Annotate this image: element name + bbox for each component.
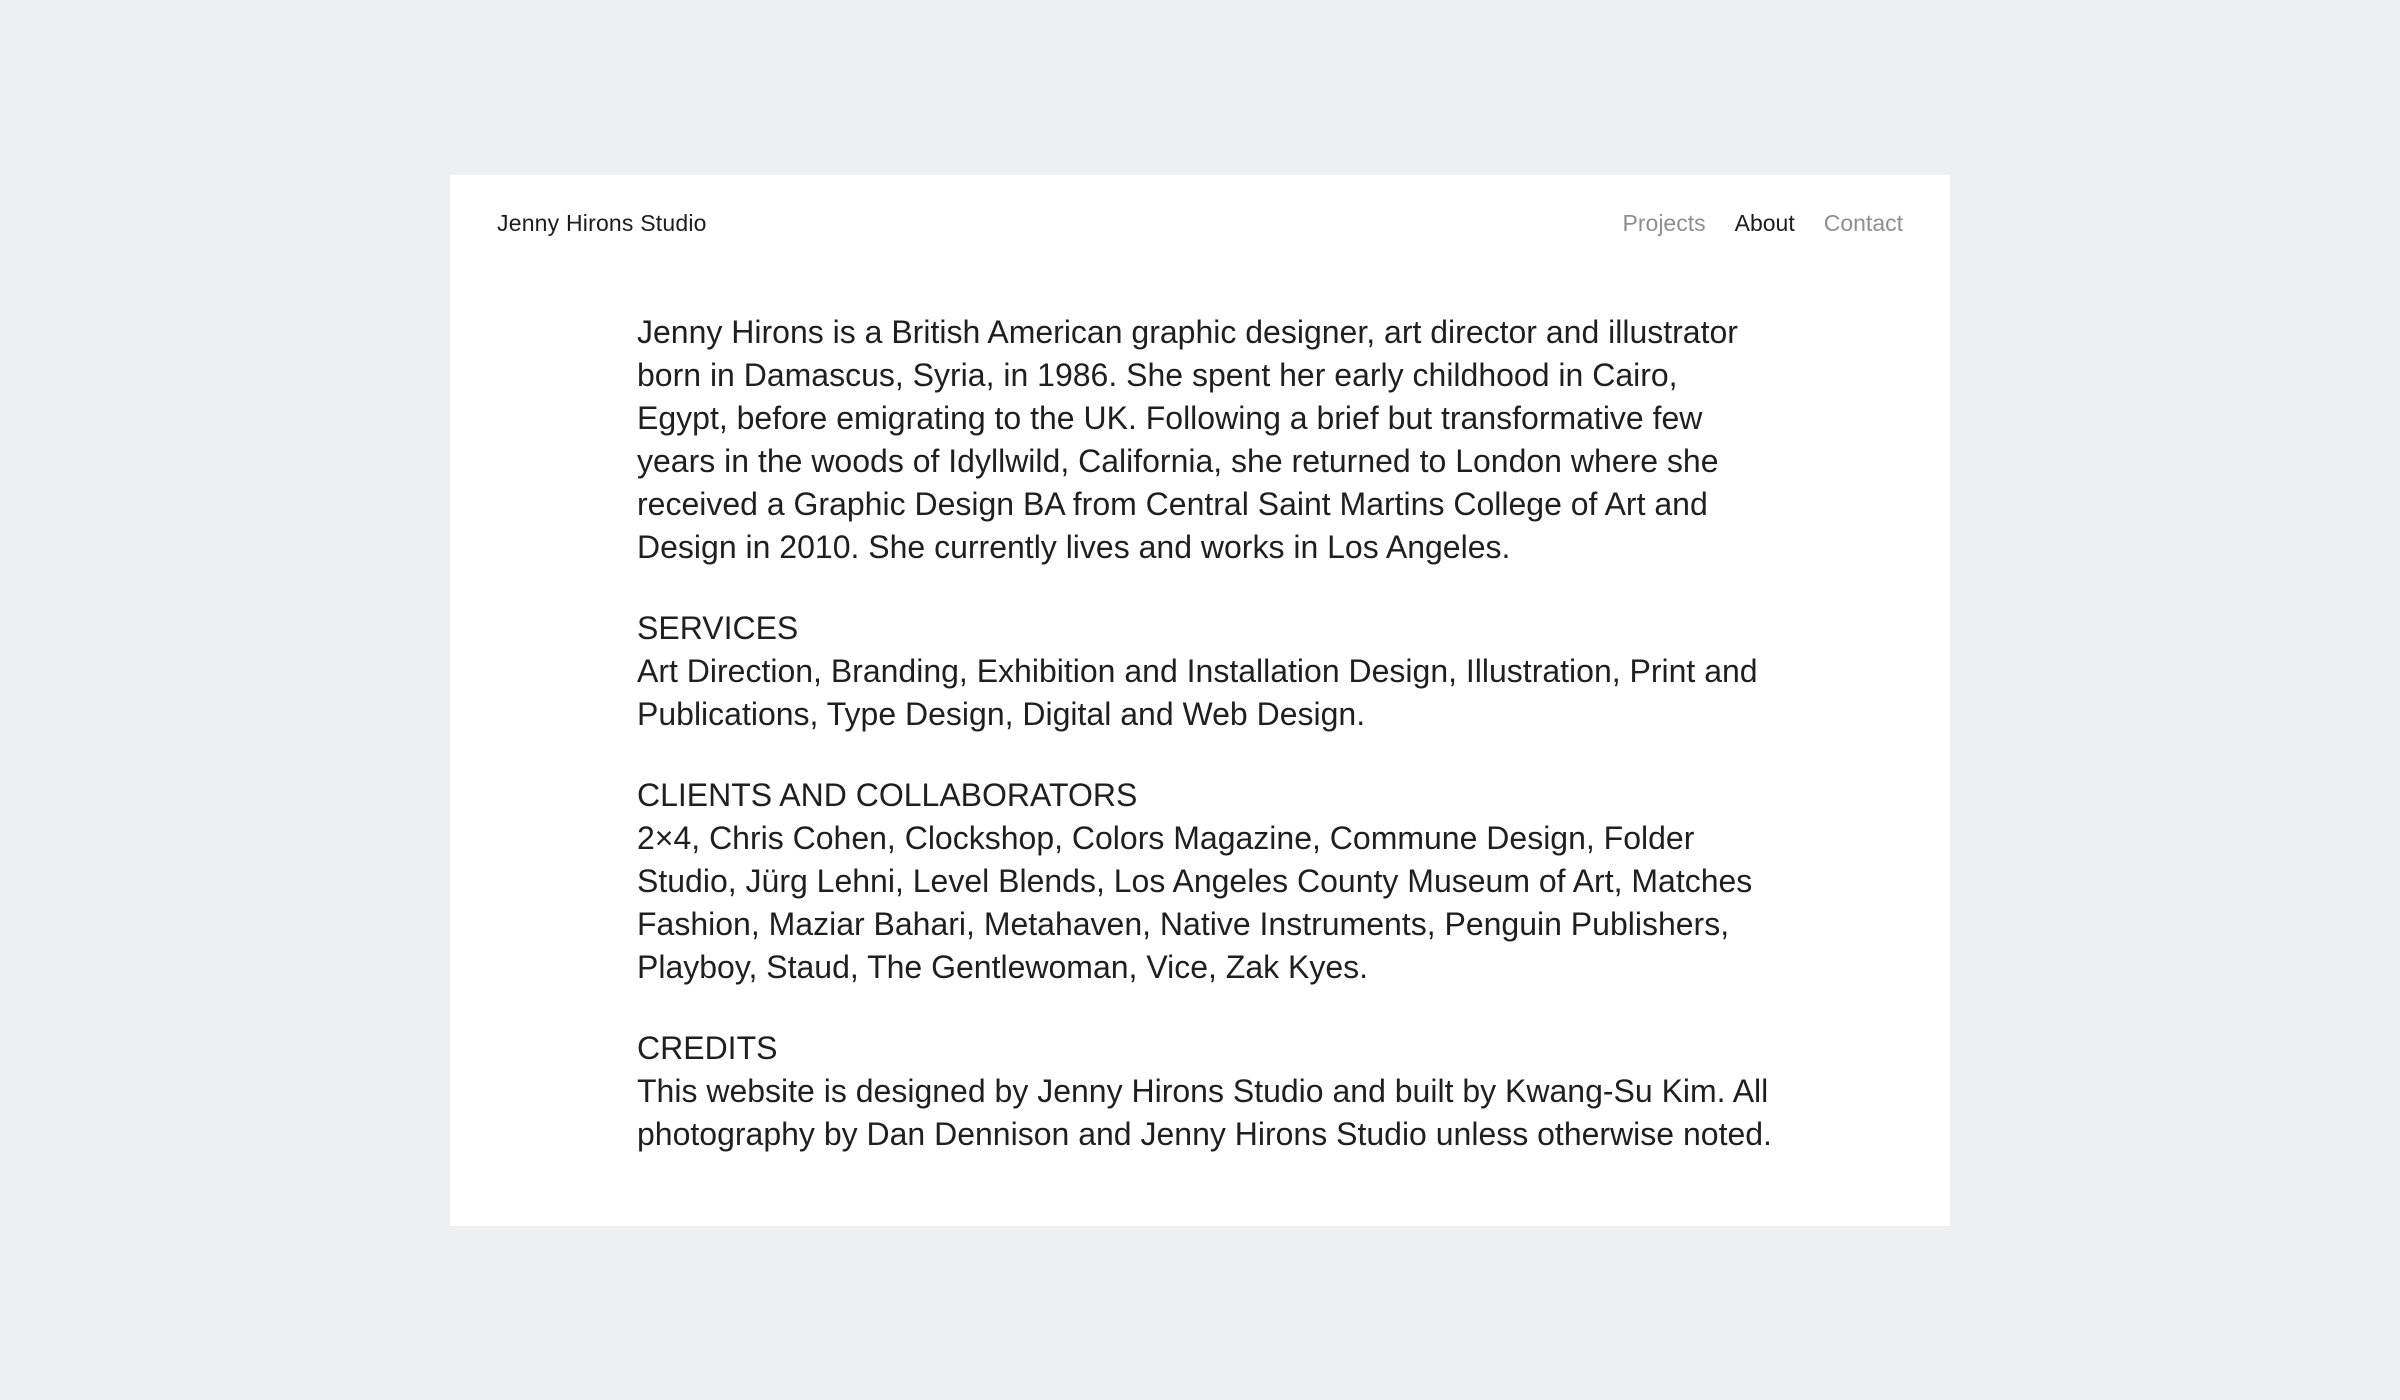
bio-paragraph: Jenny Hirons is a British American graphic designer, art director and illustrator born in Damascus, Syria, in 1986. She spent her early childhood in Cairo, Egypt, before emigrating to the UK. Following a brief but transformative few years in the woods of Idyllwild, California, she returned to London where she received a Graphic Design BA from Central Saint Martins College of Art and Design in 2010. She currently lives and works in Los Angeles. xyxy=(637,314,1738,565)
nav-contact-link[interactable]: Contact xyxy=(1823,209,1903,236)
services-heading: SERVICES xyxy=(637,610,799,646)
clients-section xyxy=(637,774,1777,989)
about-content xyxy=(637,311,1777,1194)
studio-name-link[interactable]: Jenny Hirons Studio xyxy=(497,209,707,236)
site-header xyxy=(497,203,1903,243)
nav-projects-link[interactable]: Projects xyxy=(1622,209,1706,236)
nav-about-link[interactable]: About xyxy=(1734,209,1795,236)
clients-heading: CLIENTS AND COLLABORATORS xyxy=(637,777,1138,813)
browser-page xyxy=(450,175,1950,1226)
services-section xyxy=(637,607,1777,736)
credits-text: This website is designed by Jenny Hirons Studio and built by Kwang-Su Kim. All photography by Dan Dennison and Jenny Hirons Studio unless otherwise noted. xyxy=(637,1073,1772,1152)
clients-text: 2×4, Chris Cohen, Clockshop, Colors Magazine, Commune Design, Folder Studio, Jürg Lehni, Level Blends, Los Angeles County Museum of Art, Matches Fashion, Maziar Bahari, Metahaven, Native Instruments, Penguin Publishers, Playboy, Staud, The Gentlewoman, Vice, Zak Kyes. xyxy=(637,820,1753,985)
credits-heading: CREDITS xyxy=(637,1030,778,1066)
main-nav xyxy=(1623,210,1903,237)
services-text: Art Direction, Branding, Exhibition and Installation Design, Illustration, Print and Publications, Type Design, Digital and Web Design. xyxy=(637,653,1758,732)
credits-section xyxy=(637,1027,1777,1156)
